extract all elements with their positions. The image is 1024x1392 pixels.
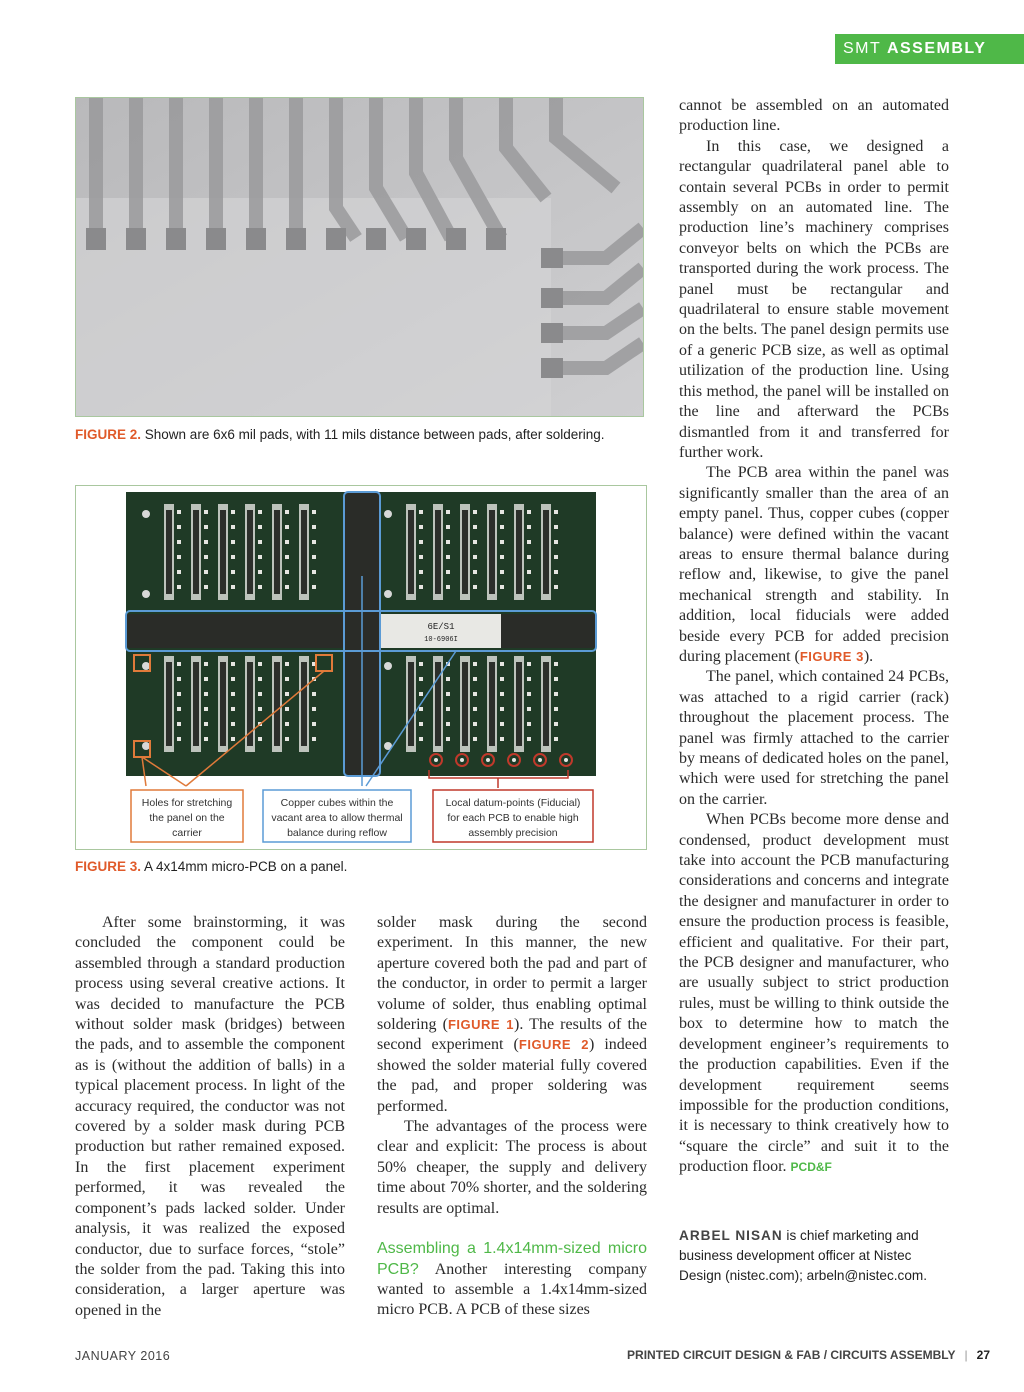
pad <box>231 662 235 666</box>
pad <box>473 722 477 726</box>
micro-pcb-component <box>489 662 495 746</box>
pad <box>527 707 531 711</box>
pad <box>527 585 531 589</box>
figure-2-label: FIGURE 2. <box>75 427 142 442</box>
author-bio <box>679 1226 954 1286</box>
pad <box>554 555 558 559</box>
pad <box>231 510 235 514</box>
pad <box>285 707 289 711</box>
pad <box>446 692 450 696</box>
pad <box>419 510 423 514</box>
pad <box>204 525 208 529</box>
pad <box>312 555 316 559</box>
pad <box>419 692 423 696</box>
pad <box>500 692 504 696</box>
tooling-dot <box>384 662 392 670</box>
pad <box>500 722 504 726</box>
pad <box>500 555 504 559</box>
pad <box>204 677 208 681</box>
pad <box>473 692 477 696</box>
col2-p1-text-b: ). The results of the second experiment ( <box>377 1016 648 1054</box>
board-marking-2: 10-6906I <box>424 636 458 644</box>
pad <box>419 525 423 529</box>
pad <box>500 540 504 544</box>
pad <box>419 555 423 559</box>
micro-pcb-component <box>516 510 522 594</box>
fiducial-dot <box>434 758 438 762</box>
pad <box>231 525 235 529</box>
pad <box>258 677 262 681</box>
col3-p5-text: When PCBs become more dense and condensed, product development must take into account the PCB manufacturing considerations and concerns and integrate the designer and manufacturer in order to ensure the production process is feasible, efficient and qualitative. For their part, the PCB designer and manufacturer, who are usually subject to strict production rules, must be willing to think outside the box to determine how to match the development engineer’s requirements to the production capabilities. Even if the development requirement seems impossible for the production conditions, it is necessary to think creatively how to “square the circle” and suit it to the production floor. <box>679 811 949 1176</box>
pad <box>473 662 477 666</box>
pad <box>204 662 208 666</box>
column-3 <box>679 96 949 1178</box>
pad <box>473 510 477 514</box>
micro-pcb-panel-diagram <box>76 486 646 849</box>
callout-fiducial-line-3: assembly precision <box>468 827 558 839</box>
pad <box>419 722 423 726</box>
pad <box>177 555 181 559</box>
pad <box>527 510 531 514</box>
footer-date: JANUARY 2016 <box>75 1349 171 1363</box>
pad <box>258 540 262 544</box>
solder-pads-photo <box>76 98 643 416</box>
pad <box>177 510 181 514</box>
micro-pcb-component <box>516 662 522 746</box>
fiducial-dot <box>460 758 464 762</box>
pad <box>312 540 316 544</box>
pad <box>312 570 316 574</box>
pad <box>285 570 289 574</box>
pad <box>554 585 558 589</box>
pad <box>500 677 504 681</box>
micro-pcb-component <box>220 662 226 746</box>
pad <box>527 570 531 574</box>
pad <box>500 737 504 741</box>
figure-3-label: FIGURE 3. <box>75 859 142 874</box>
pad <box>473 525 477 529</box>
pad <box>419 662 423 666</box>
pad <box>554 737 558 741</box>
pad <box>554 722 558 726</box>
pad <box>312 707 316 711</box>
pad <box>285 677 289 681</box>
pad <box>419 540 423 544</box>
callout-holes-line-2: the panel on the <box>149 812 225 824</box>
pad <box>204 510 208 514</box>
pad <box>446 677 450 681</box>
pad <box>446 722 450 726</box>
pad <box>231 555 235 559</box>
board-marking-1: 6E/S1 <box>427 622 455 632</box>
pad <box>554 692 558 696</box>
col3-paragraph-5 <box>679 810 949 1177</box>
author-bio-text: is chief marketing and business development officer at Nistec Design (nistec.com); arbeln@nistec.com. <box>679 1228 927 1283</box>
pad <box>285 662 289 666</box>
pad <box>258 510 262 514</box>
section-label-light: SMT <box>843 40 881 57</box>
col2-paragraph-2: The advantages of the process were clear and explicit: The process is about 50% cheaper, the supply and delivery time about 70% shorter, and the soldering results are optimal. <box>377 1118 647 1217</box>
pad <box>446 555 450 559</box>
pad <box>446 707 450 711</box>
subheading: Assembling a 1.4x14mm-sized micro PCB? <box>377 1240 647 1278</box>
figure-3-ref[interactable]: FIGURE 3 <box>799 648 864 664</box>
pad <box>285 585 289 589</box>
pad <box>231 722 235 726</box>
pad <box>554 540 558 544</box>
pad <box>231 707 235 711</box>
col3-p3-text-b: ). <box>863 647 874 665</box>
section-tab <box>835 34 1024 64</box>
micro-pcb-component <box>489 510 495 594</box>
fiducial-dot <box>512 758 516 762</box>
pad <box>177 707 181 711</box>
col2-p1-text-c: ) indeed showed the solder material fully covered the pad, and proper soldering was performed. <box>377 1036 647 1115</box>
pad <box>419 737 423 741</box>
tooling-dot <box>142 590 150 598</box>
pad <box>473 737 477 741</box>
tooling-dot <box>142 662 150 670</box>
micro-pcb-component <box>301 662 307 746</box>
pad <box>554 677 558 681</box>
pad <box>527 555 531 559</box>
column-1 <box>75 913 345 1321</box>
pad <box>177 540 181 544</box>
pad <box>527 540 531 544</box>
callout-fiducial-line-2: for each PCB to enable high <box>447 812 579 824</box>
pad <box>258 662 262 666</box>
pad <box>312 525 316 529</box>
pad <box>204 570 208 574</box>
pad <box>204 692 208 696</box>
micro-pcb-component <box>193 662 199 746</box>
pad <box>258 585 262 589</box>
fiducial-dot <box>564 758 568 762</box>
pad <box>258 692 262 696</box>
figure-2-caption-text: Shown are 6x6 mil pads, with 11 mils distance between pads, after soldering. <box>144 427 605 442</box>
pad <box>554 510 558 514</box>
pad <box>204 737 208 741</box>
pad <box>177 677 181 681</box>
pad <box>554 570 558 574</box>
pad <box>419 570 423 574</box>
pad <box>500 570 504 574</box>
micro-pcb-component <box>274 662 280 746</box>
micro-pcb-component <box>193 510 199 594</box>
micro-pcb-component <box>435 510 441 594</box>
micro-pcb-component <box>462 510 468 594</box>
pad <box>285 540 289 544</box>
pad <box>446 585 450 589</box>
col2-paragraph-1 <box>377 913 647 1117</box>
pad <box>231 677 235 681</box>
pad <box>204 707 208 711</box>
pad <box>473 677 477 681</box>
pad <box>231 540 235 544</box>
figure-3-photo <box>75 485 647 850</box>
col1-paragraph-1: After some brainstorming, it was concluded the component could be assembled through a standard production process using several creative actions. It was decided to manufacture the PCB without solder mask (bridges) between the pads, and to assemble the component as is (without the addition of balls) in a typical placement process. In light of the accuracy required, the conductor was not covered by a solder mask during PCB production but rather remained exposed. In the first placement experiment performed, it was revealed the component’s pads lacked solder. Under analysis, it was realized the exposed conductor, due to surface forces, “stole” the solder from the pad. Taking this into consideration, a larger aperture was opened in the <box>75 914 345 1319</box>
micro-pcb-component <box>543 510 549 594</box>
tooling-dot <box>384 590 392 598</box>
pad <box>446 510 450 514</box>
micro-pcb-component <box>166 662 172 746</box>
footer-publication <box>627 1348 990 1362</box>
pad <box>473 540 477 544</box>
section-label-bold: ASSEMBLY <box>886 40 987 57</box>
pad <box>285 510 289 514</box>
pad <box>177 585 181 589</box>
micro-pcb-component <box>408 662 414 746</box>
callout-fiducial-line-1: Local datum-points (Fiducial) <box>445 797 581 809</box>
pad <box>473 707 477 711</box>
pad <box>446 570 450 574</box>
micro-pcb-component <box>462 662 468 746</box>
pad <box>312 722 316 726</box>
pad <box>258 707 262 711</box>
figure-2-photo <box>75 97 644 417</box>
micro-pcb-component <box>543 662 549 746</box>
pad <box>231 692 235 696</box>
tooling-dot <box>142 510 150 518</box>
figure-2-ref[interactable]: FIGURE 2 <box>518 1037 589 1053</box>
callout-holes-line-1: Holes for stretching <box>141 797 233 809</box>
fiducial-dot <box>486 758 490 762</box>
callout-holes-line-3: carrier <box>172 827 202 839</box>
end-mark: PCD&F <box>790 1160 832 1175</box>
pad <box>473 570 477 574</box>
pad <box>554 662 558 666</box>
col2-paragraph-3 <box>377 1239 647 1321</box>
pad <box>177 722 181 726</box>
pad <box>231 570 235 574</box>
footer-divider: | <box>964 1348 968 1362</box>
pad <box>285 722 289 726</box>
pad <box>527 677 531 681</box>
micro-pcb-component <box>166 510 172 594</box>
pad <box>177 737 181 741</box>
callout-copper-line-1: Copper cubes within the <box>280 797 394 809</box>
callout-copper-line-3: balance during reflow <box>287 827 387 839</box>
pad <box>527 525 531 529</box>
pad <box>285 737 289 741</box>
pad <box>312 510 316 514</box>
micro-pcb-component <box>220 510 226 594</box>
publication-name: PRINTED CIRCUIT DESIGN & FAB / CIRCUITS ASSEMBLY <box>627 1348 956 1362</box>
pad <box>258 525 262 529</box>
col3-p3-text-a: The PCB area within the panel was significantly smaller than the area of an empty panel. Thus, copper cubes (copper balance) were defined within the vacant areas to ensure thermal balance during reflow and, likewise, to give the panel mechanical strength and stability. In addition, local fiducials were added beside every PCB for added precision during placement ( <box>679 464 949 665</box>
pad <box>446 737 450 741</box>
micro-pcb-component <box>301 510 307 594</box>
pad <box>500 707 504 711</box>
figure-3-caption <box>75 859 347 874</box>
callout-copper-line-2: vacant area to allow thermal <box>271 812 403 824</box>
col3-paragraph-1: cannot be assembled on an automated production line. <box>679 97 949 135</box>
pad <box>177 692 181 696</box>
pad <box>500 662 504 666</box>
page-number: 27 <box>976 1348 990 1362</box>
pad <box>527 722 531 726</box>
col2-p1-text-a: solder mask during the second experiment. In this manner, the new aperture covered both the pad and part of the conductor, in order to permit a larger volume of solder, thus enabling optimal soldering ( <box>377 914 647 1034</box>
pad <box>419 585 423 589</box>
pad <box>419 707 423 711</box>
col3-paragraph-4: The panel, which contained 24 PCBs, was attached to a rigid carrier (rack) throughout the placement process. The panel was firmly attached to the carrier by means of dedicated holes on the panel, which were used for stretching the panel on the carrier. <box>679 668 949 808</box>
pad <box>177 662 181 666</box>
pad <box>500 525 504 529</box>
fiducial-dot <box>538 758 542 762</box>
pad <box>258 555 262 559</box>
pad <box>500 585 504 589</box>
pad <box>527 692 531 696</box>
pad <box>554 707 558 711</box>
pad <box>258 570 262 574</box>
pad <box>204 585 208 589</box>
author-name: ARBEL NISAN <box>679 1228 783 1243</box>
pad <box>527 737 531 741</box>
pad <box>285 555 289 559</box>
pad <box>285 692 289 696</box>
column-2 <box>377 913 647 1321</box>
micro-pcb-component <box>408 510 414 594</box>
pad <box>231 737 235 741</box>
pad <box>446 525 450 529</box>
figure-2-caption <box>75 427 605 442</box>
tooling-dot <box>142 742 150 750</box>
pad <box>204 722 208 726</box>
micro-pcb-component <box>247 510 253 594</box>
pad <box>500 510 504 514</box>
pad <box>312 585 316 589</box>
pad <box>473 585 477 589</box>
pad <box>554 525 558 529</box>
pad <box>446 540 450 544</box>
pad <box>177 570 181 574</box>
figure-1-ref[interactable]: FIGURE 1 <box>447 1017 515 1033</box>
pad <box>473 555 477 559</box>
pad <box>527 662 531 666</box>
pad <box>177 525 181 529</box>
pad <box>285 525 289 529</box>
pad <box>419 677 423 681</box>
pad <box>312 737 316 741</box>
tooling-dot <box>384 510 392 518</box>
pad <box>231 585 235 589</box>
micro-pcb-component <box>274 510 280 594</box>
pad <box>204 555 208 559</box>
pad <box>312 692 316 696</box>
col3-paragraph-3 <box>679 463 949 667</box>
col2-p3-text: Another interesting company wanted to assemble a 1.4x14mm-sized micro PCB. A PCB of these sizes <box>377 1260 647 1319</box>
pad <box>258 737 262 741</box>
pad <box>204 540 208 544</box>
figure-3-caption-text: A 4x14mm micro-PCB on a panel. <box>144 859 348 874</box>
col3-paragraph-2: In this case, we designed a rectangular quadrilateral panel able to contain several PCBs in order to permit assembly on an automated line. The production line’s machinery comprises conveyor belts on which the PCBs are transported during the work process. The panel must be rectangular and quadrilateral to ensure stable movement on the belts. The panel design permits use of a generic PCB size, as well as optimal utilization of the production line. Using this method, the panel will be installed on the line and afterward the PCBs dismantled from it and transferred for further work. <box>679 137 949 461</box>
